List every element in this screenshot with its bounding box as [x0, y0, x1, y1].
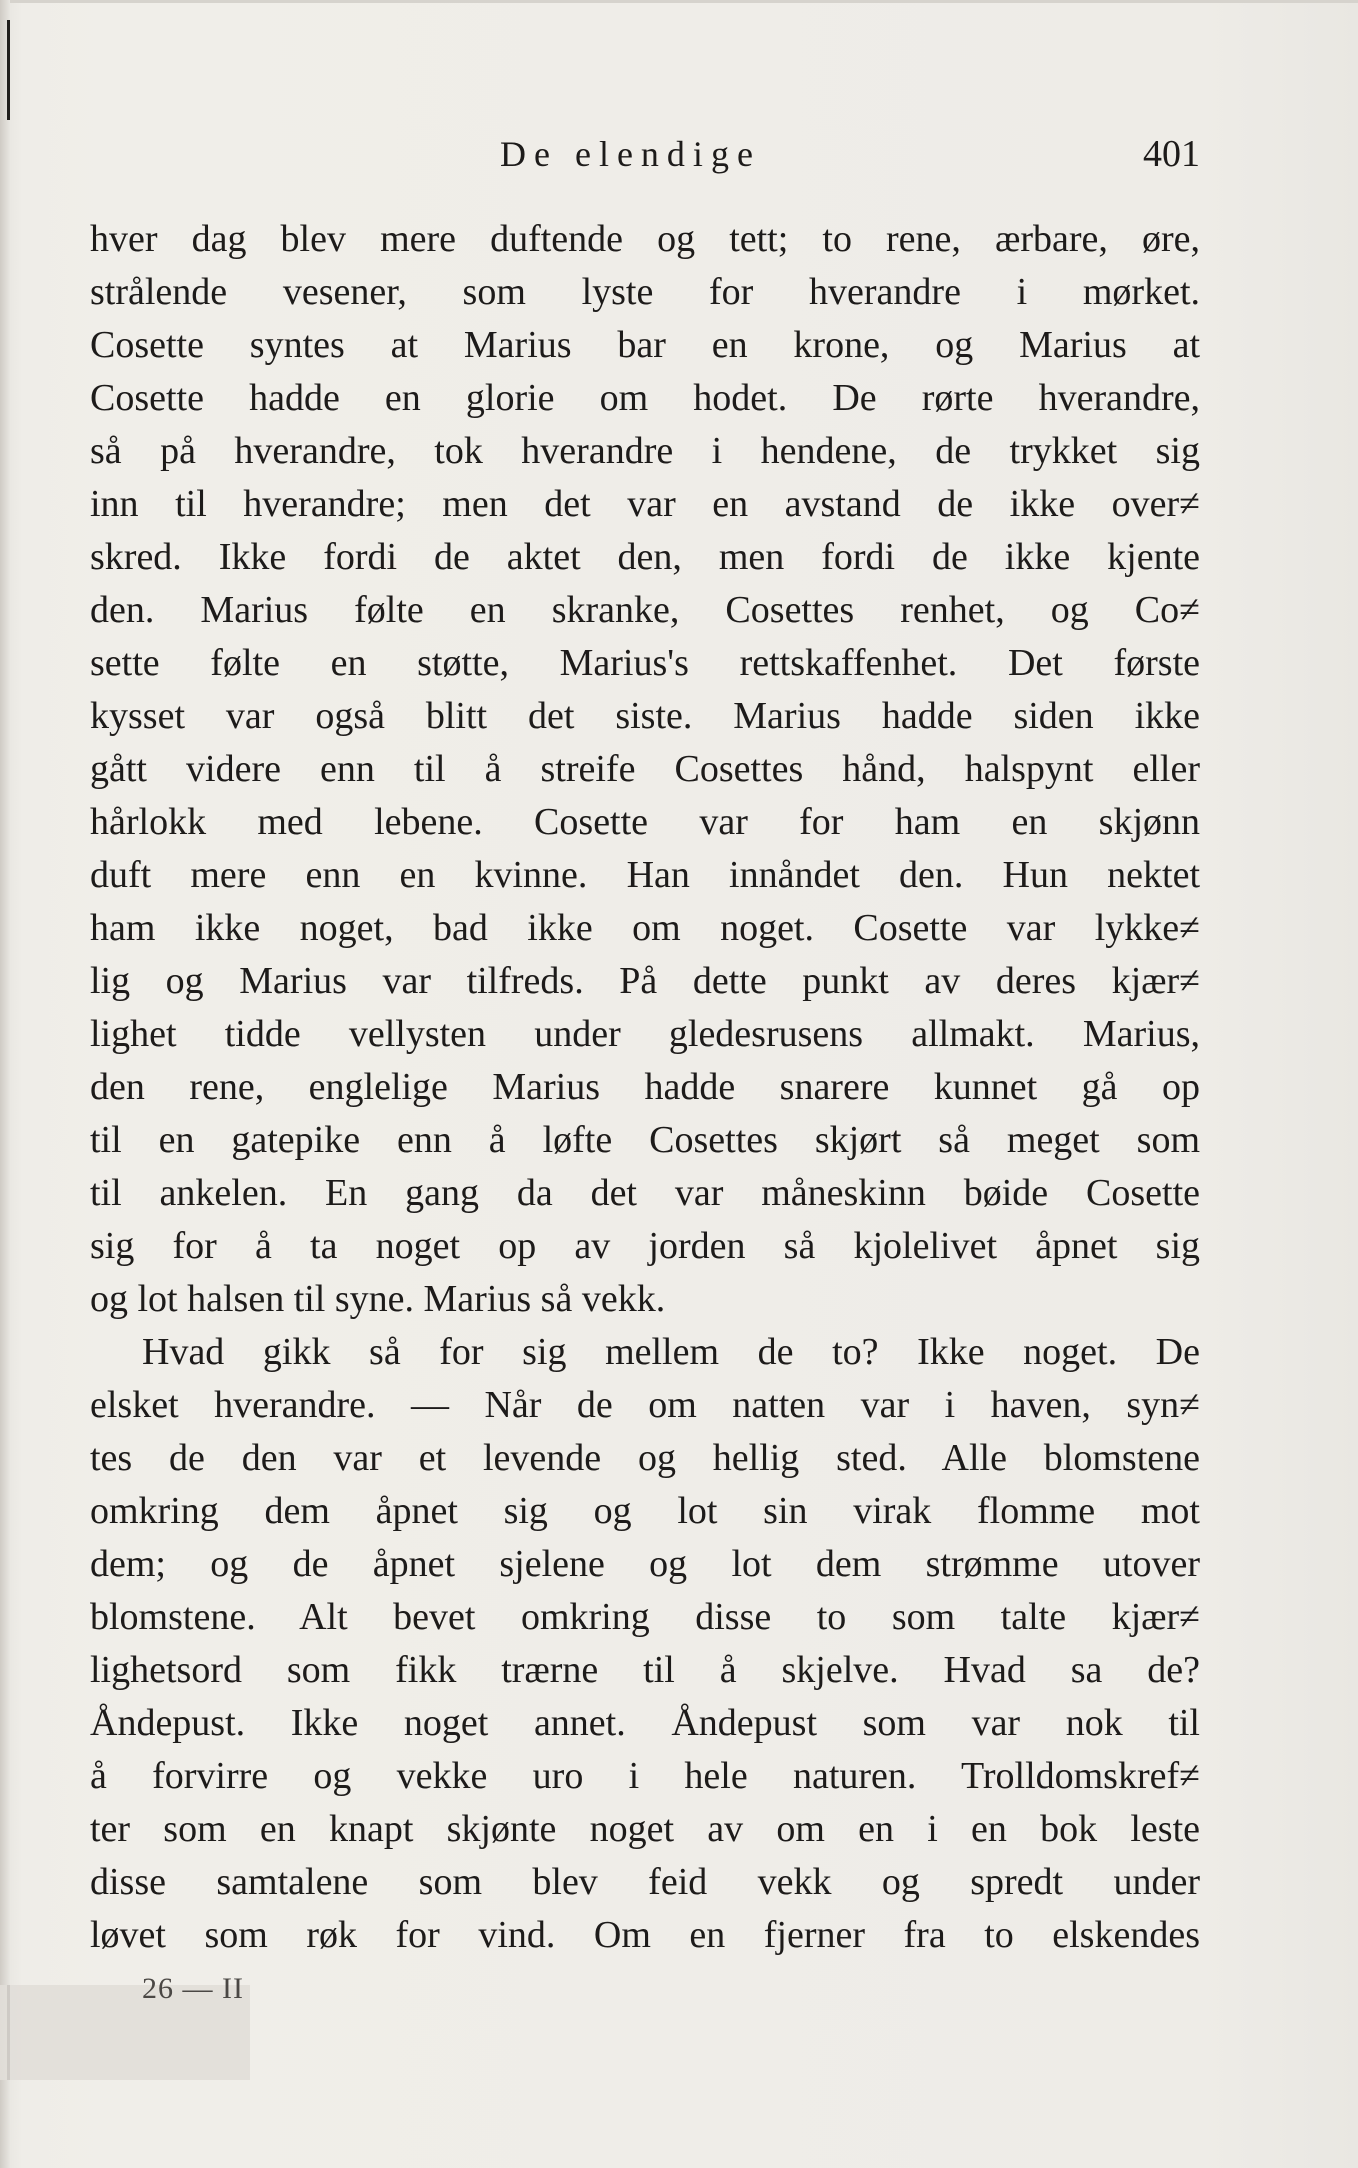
text-line: sig for å ta noget op av jorden så kjolelivet åpnet sig [90, 1225, 1200, 1267]
text-line: Cosette syntes at Marius bar en krone, og Marius at [90, 324, 1200, 366]
text-line: den rene, englelige Marius hadde snarere kunnet gå op [90, 1066, 1200, 1108]
text-line: disse samtalene som blev feid vekk og spredt under [90, 1861, 1200, 1903]
paragraph-2 [90, 1326, 1200, 1962]
text-line: ham ikke noget, bad ikke om noget. Cosette var lykke≠ [90, 907, 1200, 949]
text-line: omkring dem åpnet sig og lot sin virak flomme mot [90, 1490, 1200, 1532]
text-line: å forvirre og vekke uro i hele naturen. Trolldomskref≠ [90, 1755, 1200, 1797]
text-line: kysset var også blitt det siste. Marius hadde siden ikke [90, 695, 1200, 737]
text-line: strålende vesener, som lyste for hverandre i mørket. [90, 271, 1200, 313]
text-line: lighet tidde vellysten under gledesrusens allmakt. Marius, [90, 1013, 1200, 1055]
text-line: skred. Ikke fordi de aktet den, men fordi de ikke kjente [90, 536, 1200, 578]
running-title: De elendige [500, 134, 761, 174]
body-text [90, 213, 1200, 1962]
text-line: Hvad gikk så for sig mellem de to? Ikke noget. De [142, 1331, 1200, 1373]
text-line: den. Marius følte en skranke, Cosettes renhet, og Co≠ [90, 589, 1200, 631]
text-line: ter som en knapt skjønte noget av om en i en bok leste [90, 1808, 1200, 1850]
text-line: løvet som røk for vind. Om en fjerner fra to elskendes [90, 1914, 1200, 1956]
text-line: dem; og de åpnet sjelene og lot dem strømme utover [90, 1543, 1200, 1585]
text-line: duft mere enn en kvinne. Han innåndet den. Hun nektet [90, 854, 1200, 896]
left-page-edge [0, 0, 10, 2168]
text-line: så på hverandre, tok hverandre i hendene, de trykket sig [90, 430, 1200, 472]
text-line: Åndepust. Ikke noget annet. Åndepust som var nok til [90, 1702, 1200, 1744]
paragraph-1 [90, 213, 1200, 1326]
text-line: lighetsord som fikk trærne til å skjelve. Hvad sa de? [90, 1649, 1200, 1691]
page-number: 401 [1143, 133, 1200, 175]
text-line: hver dag blev mere duftende og tett; to rene, ærbare, øre, [90, 218, 1200, 260]
text-line: lig og Marius var tilfreds. På dette punkt av deres kjær≠ [90, 960, 1200, 1002]
text-line: til en gatepike enn å løfte Cosettes skjørt så meget som [90, 1119, 1200, 1161]
text-line: sette følte en støtte, Marius's rettskaffenhet. Det første [90, 642, 1200, 684]
printer-signature: 26 — II [142, 1972, 244, 2005]
text-line: Cosette hadde en glorie om hodet. De rørte hverandre, [90, 377, 1200, 419]
text-line: og lot halsen til syne. Marius så vekk. [90, 1278, 666, 1320]
text-line: gått videre enn til å streife Cosettes hånd, halspynt eller [90, 748, 1200, 790]
text-line: blomstene. Alt bevet omkring disse to som talte kjær≠ [90, 1596, 1200, 1638]
top-page-edge [0, 0, 1358, 3]
text-line: inn til hverandre; men det var en avstand de ikke over≠ [90, 483, 1200, 525]
binding-mark [7, 20, 10, 120]
text-line: tes de den var et levende og hellig sted. Alle blomstene [90, 1437, 1200, 1479]
running-header [90, 128, 1200, 180]
text-line: hårlokk med lebene. Cosette var for ham en skjønn [90, 801, 1200, 843]
text-line: elsket hverandre. — Når de om natten var i haven, syn≠ [90, 1384, 1200, 1426]
text-line: til ankelen. En gang da det var måneskinn bøide Cosette [90, 1172, 1200, 1214]
